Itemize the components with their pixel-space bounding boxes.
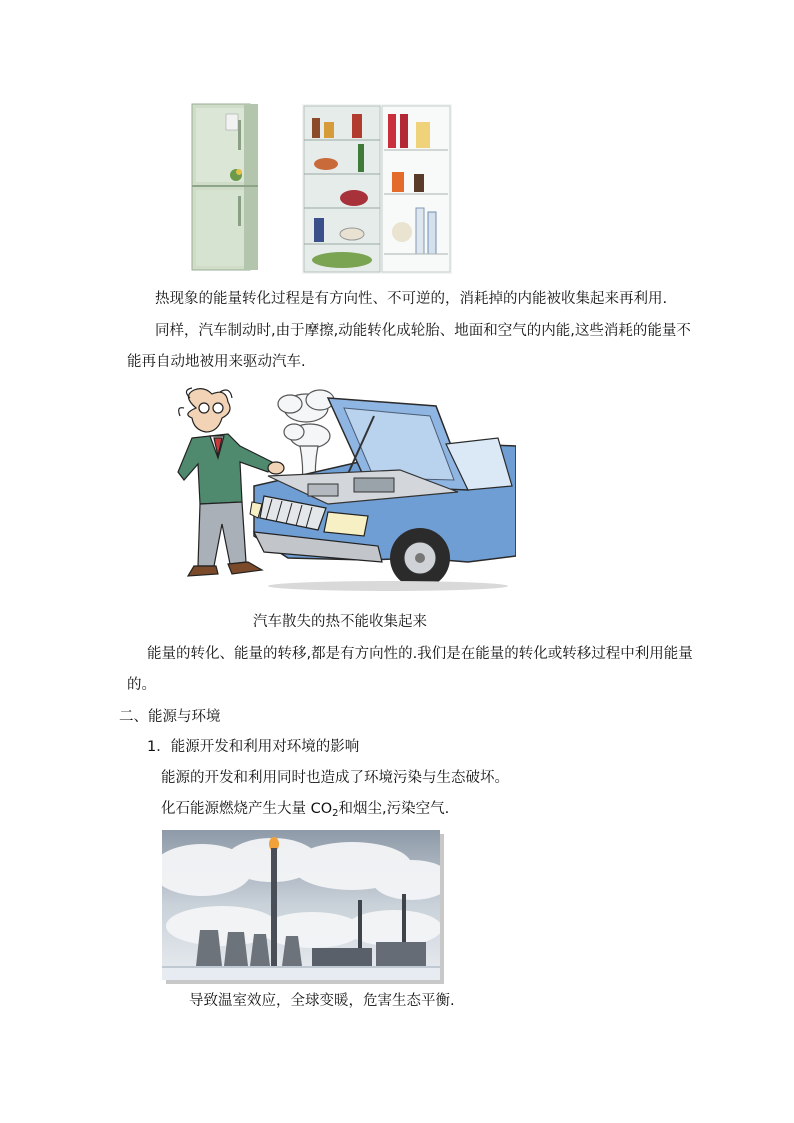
subsection-heading-impact: 1．能源开发和利用对环境的影响 <box>147 739 360 755</box>
paragraph-fossil-fuel-after: 和烟尘,污染空气. <box>338 801 450 817</box>
paragraph-heat-irreversible: 热现象的能量转化过程是有方向性、不可逆的，消耗掉的内能被收集起来再利用. <box>155 291 668 307</box>
factory-pollution-photo <box>162 830 440 980</box>
car-figure-caption: 汽车散失的热不能收集起来 <box>253 614 427 630</box>
fridge-open-image <box>302 104 452 274</box>
paragraph-fossil-fuel-before: 化石能源燃烧产生大量 CO <box>161 801 333 817</box>
car-heat-illustration <box>168 386 516 594</box>
co2-subscript: 2 <box>332 808 339 819</box>
paragraph-fossil-fuel <box>161 799 449 819</box>
paragraph-car-braking-line2: 能再自动地被用来驱动汽车. <box>127 354 306 370</box>
paragraph-energy-direction-line1: 能量的转化、能量的转移,都是有方向性的.我们是在能量的转化或转移过程中利用能量 <box>147 646 693 662</box>
section-heading-energy-environment: 二、能源与环境 <box>119 709 221 725</box>
paragraph-car-braking-line1: 同样，汽车制动时,由于摩擦,动能转化成轮胎、地面和空气的内能,这些消耗的能量不 <box>155 323 691 339</box>
fridge-closed-image <box>186 100 264 272</box>
paragraph-pollution: 能源的开发和利用同时也造成了环境污染与生态破坏。 <box>161 770 509 786</box>
paragraph-energy-direction-line2: 的。 <box>127 677 156 693</box>
factory-figure-caption: 导致温室效应，全球变暖，危害生态平衡. <box>189 993 455 1009</box>
